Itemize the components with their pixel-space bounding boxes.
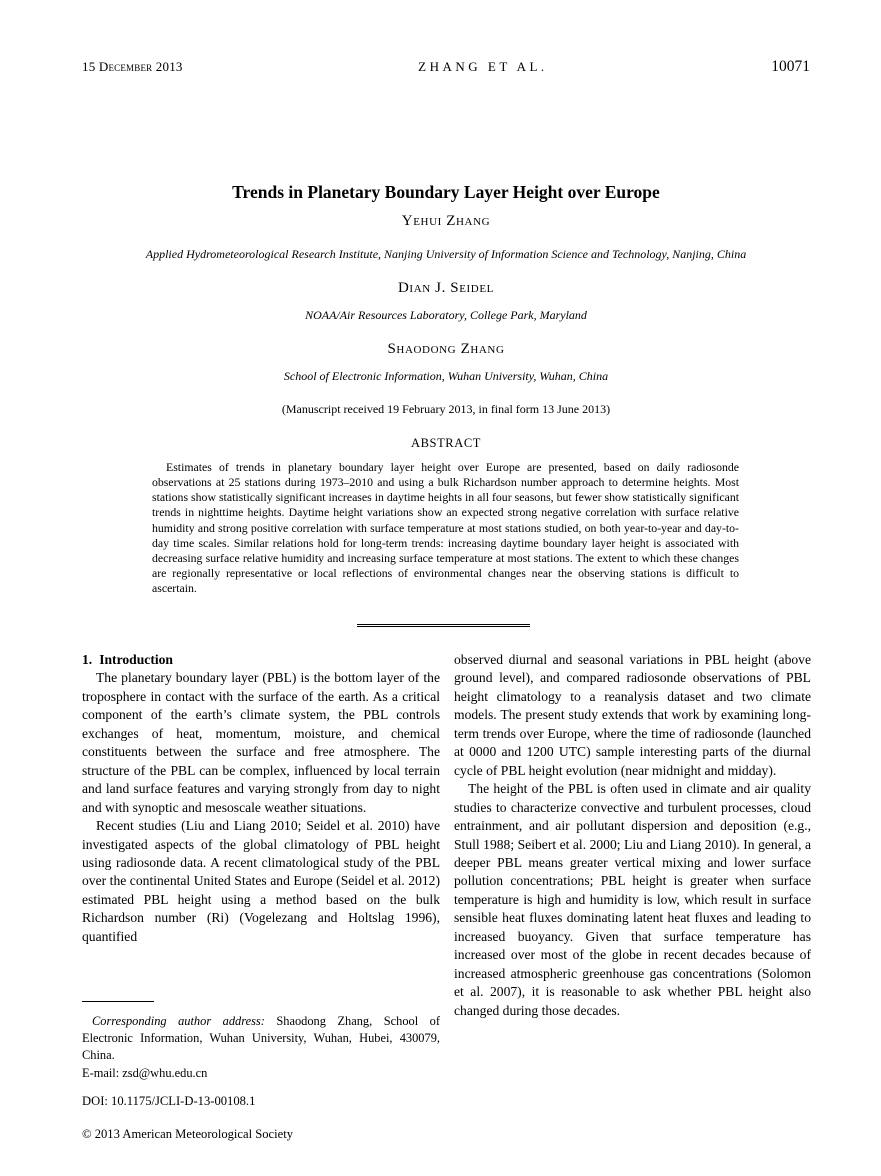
paragraph-right-1: observed diurnal and seasonal variations in PBL height (above ground level), and compared radiosonde observations of PBL height climatology to a reanalysis dataset and two climate models. The present study extends that work by examining long-term trends over Europe, where the time of radiosonde (launched at 0000 and 1200 UTC) sample interesting parts of the diurnal cycle of PBL height evolution (near midnight and midday). bbox=[454, 652, 811, 778]
paragraph-left-1: The planetary boundary layer (PBL) is the bottom layer of the troposphere in contact with the surface of the earth. As a critical component of the earth’s climate system, the PBL controls exchanges of heat, momentum, moisture, and chemical constituents between the surface and free atmosphere. The structure of the PBL can be complex, influenced by local terrain and land surface features and varying strongly from day to night and with synoptic and mesoscale weather situations. bbox=[82, 670, 440, 815]
page-number: 10071 bbox=[771, 58, 810, 75]
corresponding-author-label: Corresponding author address: bbox=[92, 1014, 265, 1028]
abstract-text: Estimates of trends in planetary boundary layer height over Europe are presented, based on daily radiosonde observations at 25 stations during 1973–2010 and using a bulk Richardson number approach to determine heights. Most stations show statistically significant increases in daytime heights in all four seasons, but fewer show statistically significant trends in nighttime heights. Daytime height variations show an expected strong negative correlation with surface relative humidity and strong positive correlation with surface temperature at most stations studied, on both year-to-year and day-to-day time scales. Similar relations hold for long-term trends: increasing daytime boundary layer height is associated with decreasing surface relative humidity and increasing surface temperature at most stations. The extent to which these changes are regionally representative or local reflections of environmental changes near the observing stations is difficult to ascertain. bbox=[152, 460, 739, 596]
body-right-column bbox=[454, 651, 811, 1020]
corresponding-author-address: Shaodong Zhang, School of Electronic Information, Wuhan University, Wuhan, Hubei, 430079, China. bbox=[82, 1014, 440, 1063]
author-name-1: Yehui Zhang bbox=[401, 213, 491, 229]
author-affiliation-2: NOAA/Air Resources Laboratory, College Park, Maryland bbox=[305, 308, 587, 322]
corresponding-author-note bbox=[82, 1013, 440, 1065]
email-line: E-mail: zsd@whu.edu.cn bbox=[82, 1065, 208, 1080]
author-name-3: Shaodong Zhang bbox=[387, 341, 505, 357]
author-name-2: Dian J. Seidel bbox=[398, 280, 494, 296]
section-heading-label: Introduction bbox=[99, 652, 173, 667]
section-heading-introduction bbox=[82, 651, 440, 669]
body-left-column bbox=[82, 651, 440, 946]
paragraph-left-2: Recent studies (Liu and Liang 2010; Seidel et al. 2010) have investigated aspects of the global climatology of PBL height using radiosonde data. A recent climatological study of the PBL over the continental United States and Europe (Seidel et al. 2012) estimated PBL height using a method based on the bulk Richardson number (Ri) (Vogelezang and Holtslag 1996), quantified bbox=[82, 818, 440, 944]
abstract-heading: ABSTRACT bbox=[410, 436, 482, 450]
manuscript-note: (Manuscript received 19 February 2013, in final form 13 June 2013) bbox=[281, 402, 611, 416]
footnote-rule bbox=[82, 1001, 154, 1002]
doi-line: DOI: 10.1175/JCLI-D-13-00108.1 bbox=[82, 1094, 256, 1108]
section-number: 1. bbox=[82, 652, 93, 667]
running-header bbox=[82, 58, 810, 76]
issue-date: 15 December 2013 bbox=[82, 59, 183, 74]
paragraph-right-2: The height of the PBL is often used in climate and air quality studies to characterize convective and turbulent processes, cloud entrainment, and air pollutant dispersion and deposition (e.g., Stull 1988; Seibert et al. 2000; Liu and Liang 2010). In general, a deeper PBL means greater vertical mixing and lower surface pollution concentrations; PBL height is greater when surface temperature is high and humidity is low, which result in surface sensible heat fluxes dominating latent heat fluxes and leading to increased buoyancy. Given that surface temperature has increased over most of the globe in recent decades because of increased atmospheric greenhouse gas concentrations (Solomon et al. 2007), it is reasonable to ask whether PBL height also changed during those decades. bbox=[454, 781, 811, 1018]
author-affiliation-3: School of Electronic Information, Wuhan University, Wuhan, China bbox=[283, 369, 609, 383]
running-title: ZHANG ET AL. bbox=[418, 59, 548, 74]
footnote-block bbox=[82, 1001, 440, 1082]
author-affiliation-1: Applied Hydrometeorological Research Institute, Nanjing University of Information Science and Technology, Nanjing, China bbox=[145, 247, 747, 261]
copyright-line: © 2013 American Meteorological Society bbox=[82, 1127, 294, 1141]
section-divider-rule bbox=[357, 624, 530, 627]
paper-title: Trends in Planetary Boundary Layer Height over Europe bbox=[232, 182, 660, 202]
